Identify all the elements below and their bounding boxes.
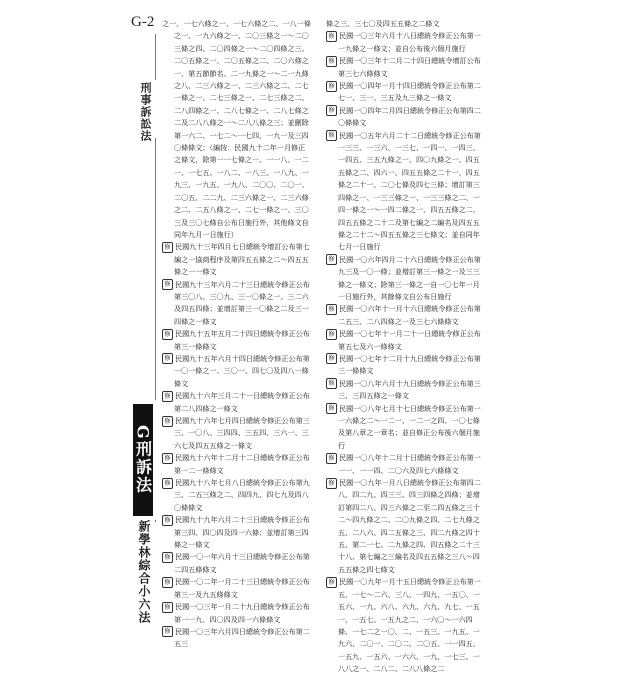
- amendment-text: 民國一〇九年一月十五日總統令修正公布第一五、一七～二六、三八、一四九、一五〇、一五六、一九、六八、六九、六九、九七、一五一、一五七、一五九之二、一六〇～一六四條、一七二之一〇、二、一五三、一九五、一九六、二〇一、二〇二、二〇五、一一四五、一五九、一五六、一六六、一九、一七三、一八八之一、二八二、二八八條之二: [338, 577, 481, 674]
- amendment-badge-icon: 修: [326, 31, 337, 42]
- amendment-badge-icon: 修: [162, 279, 173, 290]
- amendment-text: 民國一〇四年一月十四日總統令修正公布第二七一、三一、三五及九三條之一條文: [338, 81, 481, 103]
- amendment-entry: [162, 551, 312, 576]
- amendment-text: 之一、一七六條之一、一七六條之二、一八一條之一、一九六條之一、二〇三條之一～二〇三條之四、二〇四條之一～二〇四條之三、二〇五條之一、二〇五條之二、二〇六條之一、第五節節名、二一九條之一～二一九條之八、二三六條之一、二三六條之二、二七一條之一、二七三條之一、二七三條之二、二八四條之一、二八七條之一、二八七條之二及二八八條之一～二八八條之三；並刪除第一六二、一七二～一七四、一九一及三四〇條條文；（編按：民國九十二年一月修正之條文，除第一一七條之一、一一八、一二一、一七五、一八二、一八三、一八九、一九三、一九五、一九八、二〇〇、二〇一、二〇五、二二九、二三六條之一、二三六條之二、二五八條之一、二七一條之一、三〇三及三〇七條自公布日施行外，其他條文自同年九月一日施行）: [162, 19, 311, 239]
- amendment-entry: [162, 415, 312, 452]
- amendment-entry: [162, 328, 312, 353]
- middle-divider: [155, 138, 156, 400]
- amendment-badge-icon: 修: [326, 353, 337, 364]
- side-label-top: 刑事訴訟法: [139, 82, 152, 142]
- amendment-badge-icon: 修: [326, 105, 337, 116]
- page-code: G-2: [131, 14, 155, 30]
- amendment-badge-icon: 修: [162, 478, 173, 489]
- amendment-entry: [162, 353, 312, 390]
- amendment-text: 民國九十八年七月八日總統令修正公布第九三、二五三條之二、四四九、四七九及四八〇條條文: [174, 478, 310, 512]
- amendment-entry: [326, 403, 486, 453]
- amendment-text: 民國一〇七年十一月二十一日總統令修正公布第五七及六一條條文: [338, 329, 481, 351]
- amendment-entry: [326, 55, 486, 80]
- amendment-entry: [326, 328, 486, 353]
- amendment-entry: [162, 241, 312, 278]
- amendment-text: 民國一〇三年一月二十九日總統令修正公布第一一九、四〇四及四一六條條文: [174, 602, 310, 624]
- amendment-badge-icon: 修: [162, 416, 173, 427]
- amendment-text: 民國一〇三年六月十八日總統令修正公布第一一九條之一條文；並自公布後六個月施行: [338, 31, 481, 53]
- amendment-badge-icon: 修: [326, 329, 337, 340]
- amendment-badge-icon: 修: [326, 577, 337, 588]
- amendment-entry: [326, 353, 486, 378]
- amendment-column-right: [326, 18, 486, 676]
- amendment-text: 條之三、三七〇及四五五條之二條文: [326, 19, 440, 28]
- amendment-badge-icon: 修: [162, 515, 173, 526]
- amendment-text: 民國九十六年十二月十二日總統令修正公布第一二一條條文: [174, 453, 310, 475]
- amendment-badge-icon: 修: [326, 378, 337, 389]
- amendment-text: 民國一〇三年六月四日總統令修正公布第二五三: [174, 626, 310, 649]
- amendment-entry: [326, 105, 486, 130]
- amendment-text: 民國九十五年五月二十四日總統令修正公布第三一條條文: [174, 329, 310, 351]
- amendment-entry: [162, 390, 312, 415]
- lower-divider: [155, 520, 156, 522]
- amendment-text: 民國九十九年六月二十三日總統令修正公布第三四、四〇四及四一六條；並增訂第三四條之一條文: [174, 515, 310, 550]
- amendment-entry: [162, 601, 312, 626]
- amendment-entry: [162, 514, 312, 551]
- amendment-entry: [326, 130, 486, 254]
- amendment-text: 民國一〇八年六月十九日總統令修正公布第三三、三四五條之一條文: [338, 378, 481, 401]
- amendment-badge-icon: 修: [162, 329, 173, 340]
- amendment-text: 民國九十六年七月四日總統令修正公布第三三、一〇八、三四四、三五四、三六一、三六七及四五五條之一條文: [174, 416, 310, 450]
- amendment-entry: [162, 279, 312, 329]
- amendment-text: 民國九十三年六月二十三日總統令修正公布第三〇八、三〇九、三一〇條之一、三二六及四五四條；並增訂第三一〇條之二及三一四條之一條文: [174, 279, 310, 326]
- amendment-entry: [326, 18, 486, 30]
- amendment-text: 民國一〇五年六月二十二日總統令修正公布第一三三、一三六、一三七、一四一、一四三、一四五、三五九條之一、四〇九條之一、四五五條之二、四六一、四五五條之二十一、四五條之二十一、二〇七條及四七三條；增訂第三四條之一、一三三條之一、一三三條之二、一四一條之一～一四二條之一、四五五條之二、四五五條之二十二及第七編之二編名及四五五條之二十二～四五五條之三七條文；並自同年七月一日施行: [338, 130, 481, 252]
- amendment-badge-icon: 修: [326, 254, 337, 265]
- amendment-text: 民國一〇三年十二月二十四日總統令增訂公布第三七六條條文: [338, 56, 481, 78]
- amendment-badge-icon: 修: [326, 403, 337, 414]
- amendment-entry: [326, 452, 486, 477]
- amendment-text: 民國一〇二年一月二十三日總統令修正公布第三一及九五條條文: [174, 577, 310, 599]
- amendment-column-left: [162, 18, 312, 651]
- amendment-badge-icon: 修: [326, 81, 337, 92]
- amendment-text: 民國一〇六年四月二十六日總統令修正公布第九三及一〇一條；並增訂第三一條之一及三三條之一條文；除第三一條之一自一〇七年一月一日施行外，其餘條文自公布日施行: [338, 254, 481, 301]
- amendment-badge-icon: 修: [162, 602, 173, 613]
- amendment-entry: [326, 576, 486, 675]
- amendment-entry: [162, 452, 312, 477]
- amendment-entry: [326, 80, 486, 105]
- amendment-badge-icon: 修: [326, 478, 337, 489]
- amendment-text: 民國一〇一年六月十三日總統令修正公布第二四五條條文: [174, 552, 310, 574]
- amendment-badge-icon: 修: [162, 453, 173, 464]
- amendment-entry: [326, 30, 486, 55]
- amendment-text: 民國一〇八年十二月十日總統令修正公布第一一一、一一四、二〇六及四七六條條文: [338, 453, 481, 475]
- amendment-entry: [326, 303, 486, 328]
- amendment-badge-icon: 修: [326, 130, 337, 141]
- amendment-badge-icon: 修: [162, 626, 173, 637]
- amendment-text: 民國一〇九年一月八日總統令修正公布第四二八、四二九、四三三、四三四條之四條；並增訂第四二八、四三六條之二至二四五條之三十二～四九條之二、二〇九條之四、二七九條之五、二八六、四二五條之三、四二九條之四十五、第二一七、二九條之四、四五條之二十三十八、第七編之三編名及四五五條之三八～四五五條之四七條文: [338, 478, 481, 574]
- amendment-badge-icon: 修: [162, 577, 173, 588]
- amendment-badge-icon: 修: [326, 453, 337, 464]
- amendment-entry: [326, 378, 486, 403]
- amendment-entry: [162, 576, 312, 601]
- top-divider: [155, 34, 156, 80]
- amendment-text: 民國一〇六年十一月十六日總統令修正公布第二五三、二八四條之一及三七六條條文: [338, 304, 481, 326]
- amendment-entry: [326, 254, 486, 304]
- section-tab[interactable]: G刑訴法: [133, 404, 153, 516]
- amendment-text: 民國九十六年三月二十一日總統令修正公布第二八四條之一條文: [174, 391, 310, 413]
- amendment-entry: [162, 18, 312, 241]
- amendment-text: 民國九十五年六月十四日總統令修正公布第一〇一條之一、三〇一、四七〇及四八一條條文: [174, 353, 310, 388]
- amendment-badge-icon: 修: [162, 242, 173, 253]
- amendment-entry: [162, 477, 312, 514]
- amendment-badge-icon: 修: [162, 353, 173, 364]
- amendment-badge-icon: 修: [326, 304, 337, 315]
- amendment-text: 民國一〇四年二月四日總統令修正公布第四二〇條條文: [338, 105, 481, 128]
- amendment-badge-icon: 修: [162, 552, 173, 563]
- amendment-badge-icon: 修: [162, 391, 173, 402]
- amendment-text: 民國九十三年四月七日總統令增訂公布第七編之一協商程序及第四五五條之二～四五五條之一一條文: [174, 242, 310, 277]
- amendment-badge-icon: 修: [326, 56, 337, 67]
- side-label-bottom: 新學林綜合小六法: [137, 520, 151, 624]
- amendment-entry: [162, 626, 312, 651]
- amendment-text: 民國一〇七年十二月十九日總統令修正公布第三一條條文: [338, 353, 481, 376]
- amendment-text: 民國一〇八年七月十七日總統令修正公布第一一六條之二～一二一、一二一之四、一〇七條及第八章之一章名；並自修正公布後六個月施行: [338, 403, 481, 450]
- amendment-entry: [326, 477, 486, 576]
